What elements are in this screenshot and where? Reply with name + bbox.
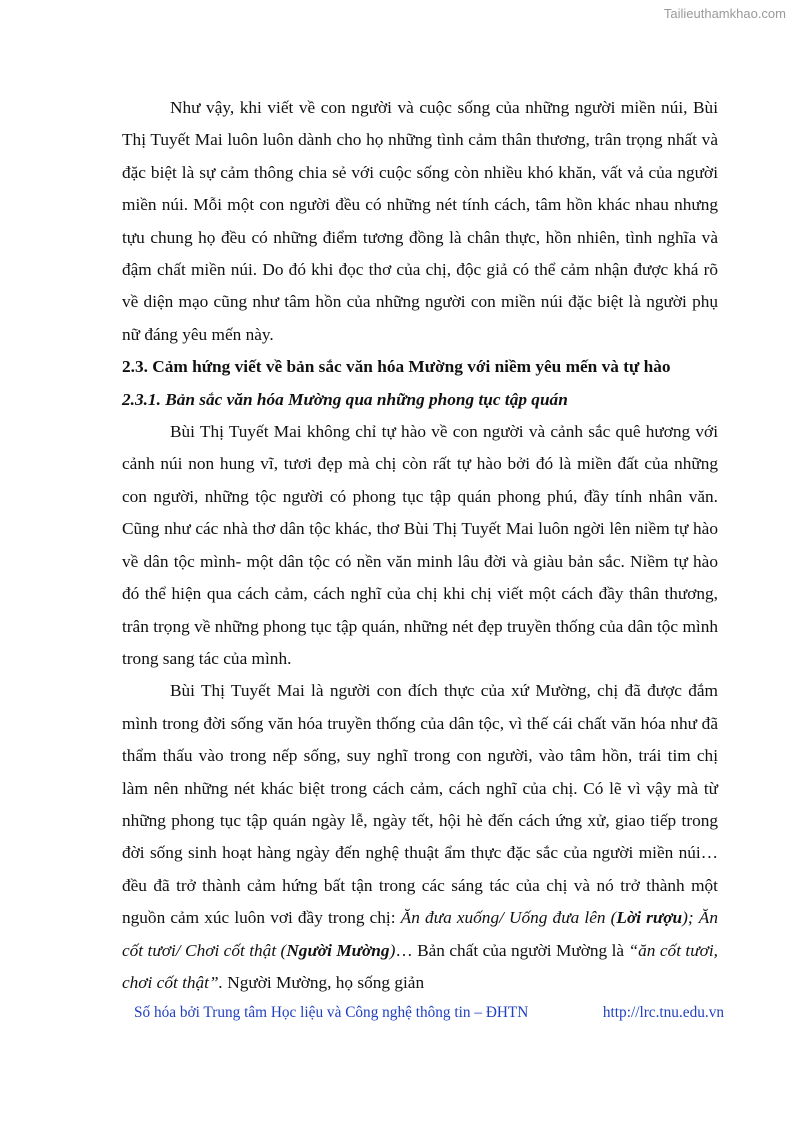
paragraph-3 (122, 675, 718, 999)
watermark: Tailieuthamkhao.com (663, 6, 786, 21)
paragraph-3-text-a: Bùi Thị Tuyết Mai là người con đích thực của xứ Mường, chị đã được đắm mình trong đời sống văn hóa truyền thống của dân tộc, vì thế cái chất văn hóa như đã thẩm thấu vào trong nếp sống, suy nghĩ trong con người, vào tâm hồn, trái tim chị làm nên những nét khác biệt trong cách cảm, cách nghĩ của chị. Có lẽ vì vậy mà từ những phong tục tập quán ngày lễ, ngày tết, hội hè đến cách ứng xử, giao tiếp trong đời sống sinh hoạt hàng ngày đến nghệ thuật ẩm thực đặc sắc của người miền núi… đều đã trở thành cảm hứng bất tận trong các sáng tác của chị và nó trở thành một nguồn cảm xúc luôn vơi đầy trong chị: (122, 681, 718, 928)
quote-3: ) (389, 940, 396, 960)
quote-2: ); Ăn cốt tươi/ Chơi cốt thật ( (122, 908, 718, 960)
title-nguoi-muong: Người Mường (286, 940, 390, 960)
title-loi-ruou: Lời rượu (616, 908, 683, 928)
footer-link[interactable]: http://lrc.tnu.edu.vn (602, 1004, 724, 1021)
paragraph-3-text-b: … Bản chất của người Mường là (395, 940, 629, 960)
paragraph-1: Như vậy, khi viết về con người và cuộc sống của những người miền núi, Bùi Thị Tuyết Mai luôn luôn dành cho họ những tình cảm thân thương, trân trọng nhất và đặc biệt là sự cảm thông chia sẻ với cuộc sống còn nhiều khó khăn, vất vả của người miền núi. Mỗi một con người đều có những nét tính cách, tâm hồn khác nhau nhưng tựu chung họ đều có những điểm tương đồng là chân thực, hồn nhiên, tình nghĩa và đậm chất miền núi. Do đó khi đọc thơ của chị, độc giả có thể cảm nhận được khá rõ về diện mạo cũng như tâm hồn của những người con miền núi đặc biệt là người phụ nữ đáng yêu mến này. (122, 98, 718, 344)
section-heading: 2.3. Cảm hứng viết về bản sắc văn hóa Mường với niềm yêu mến và tự hào (122, 357, 671, 377)
footer-left: Số hóa bởi Trung tâm Học liệu và Công nghệ thông tin – ĐHTN (134, 1004, 529, 1021)
paragraph-3-text-c: Người Mường, họ sống giản (222, 972, 425, 992)
page-body (122, 92, 718, 999)
quote-4: “ăn cốt tươi, chơi cốt thật”. (122, 940, 719, 992)
quote-1: Ăn đưa xuống/ Uống đưa lên ( (400, 908, 617, 928)
page-footer (134, 1004, 724, 1022)
paragraph-2: Bùi Thị Tuyết Mai không chỉ tự hào về con người và cảnh sắc quê hương với cảnh núi non hung vĩ, tươi đẹp mà chị còn rất tự hào bởi đó là miền đất của những con người, những tộc người có phong tục tập quán phong phú, đầy tính nhân văn. Cũng như các nhà thơ dân tộc khác, thơ Bùi Thị Tuyết Mai luôn ngời lên niềm tự hào về dân tộc mình- một dân tộc có nền văn minh lâu đời và giàu bản sắc. Niềm tự hào đó thể hiện qua cách cảm, cách nghĩ của chị khi chị viết một cách đầy thân thương, trân trọng về những phong tục tập quán, những nét đẹp truyền thống của dân tộc mình trong sang tác của mình. (122, 422, 718, 668)
subsection-heading: 2.3.1. Bản sắc văn hóa Mường qua những phong tục tập quán (122, 389, 568, 409)
